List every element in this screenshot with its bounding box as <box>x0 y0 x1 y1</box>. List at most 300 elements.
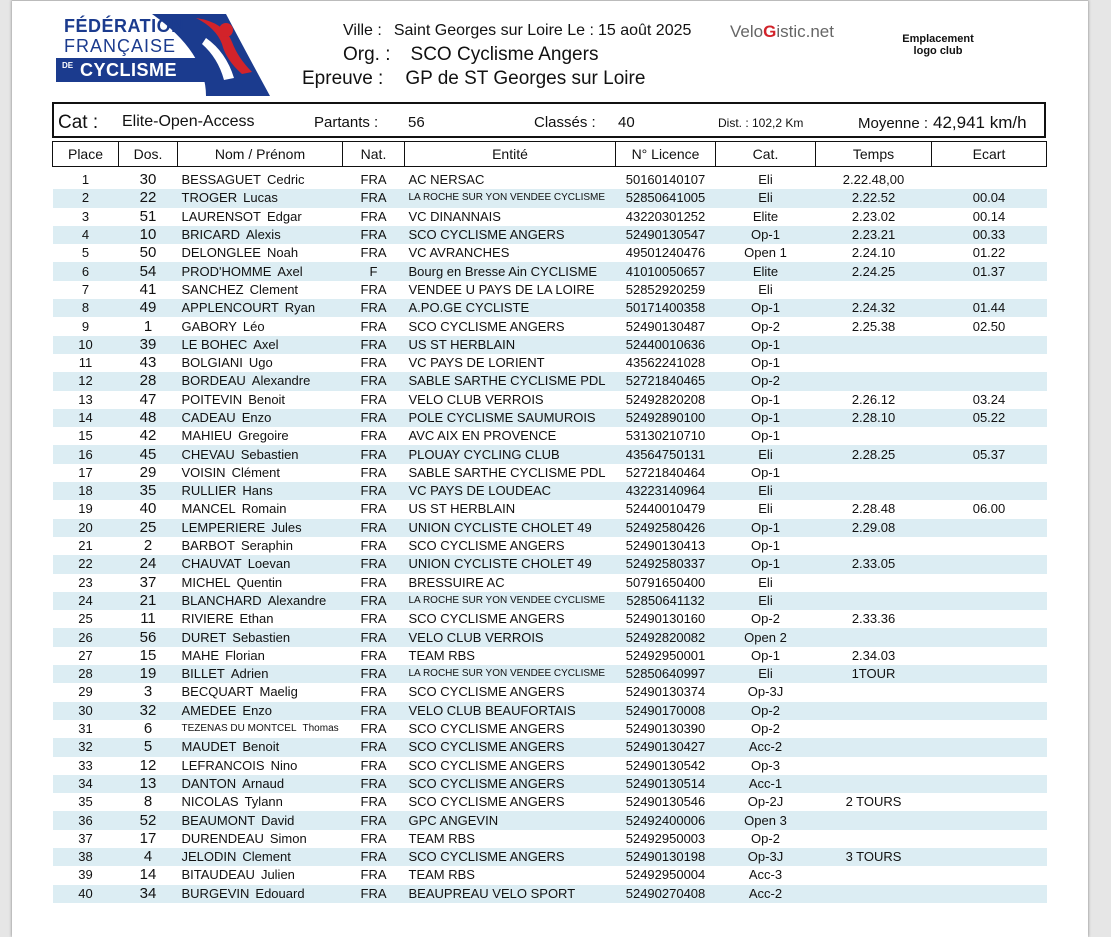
rider-licence: 52492820208 <box>616 391 716 409</box>
rider-category: Eli <box>716 281 816 299</box>
rider-name <box>178 500 343 518</box>
rider-firstname: David <box>261 812 295 828</box>
rider-licence: 52490130198 <box>616 848 716 866</box>
table-row <box>53 482 1047 500</box>
rider-dossard: 37 <box>119 574 178 592</box>
moyenne-value: 42,941 km/h <box>933 113 1027 132</box>
rider-place: 31 <box>53 720 119 738</box>
rider-gap: 01.37 <box>932 262 1047 280</box>
rider-place: 37 <box>53 830 119 848</box>
rider-place: 25 <box>53 610 119 628</box>
rider-lastname: BLANCHARD <box>181 592 262 608</box>
rider-nationality: FRA <box>343 830 405 848</box>
rider-place: 2 <box>53 189 119 207</box>
rider-entite: AC NERSAC <box>405 171 616 189</box>
rider-firstname: Adrien <box>230 666 269 682</box>
rider-licence: 53130210710 <box>616 427 716 445</box>
partants-value: 56 <box>408 114 425 131</box>
rider-gap <box>932 336 1047 354</box>
rider-entite: VC DINANNAIS <box>405 208 616 226</box>
rider-nationality: FRA <box>343 665 405 683</box>
rider-name <box>178 830 343 848</box>
rider-nationality: FRA <box>343 208 405 226</box>
rider-entite: Bourg en Bresse Ain CYCLISME <box>405 262 616 280</box>
rider-category: Eli <box>716 189 816 207</box>
rider-place: 11 <box>53 354 119 372</box>
epreuve-value: GP de ST Georges sur Loire <box>405 68 646 89</box>
table-row <box>53 226 1047 244</box>
rider-place: 22 <box>53 555 119 573</box>
rider-category: Eli <box>716 500 816 518</box>
table-row <box>53 445 1047 463</box>
rider-nationality: FRA <box>343 372 405 390</box>
rider-nationality: FRA <box>343 391 405 409</box>
rider-dossard: 32 <box>119 702 178 720</box>
rider-time: 2.33.36 <box>816 610 932 628</box>
rider-name <box>178 647 343 665</box>
rider-dossard: 39 <box>119 336 178 354</box>
table-row <box>53 702 1047 720</box>
rider-entite: SCO CYCLISME ANGERS <box>405 738 616 756</box>
moyenne-label: Moyenne : <box>858 115 929 132</box>
rider-lastname: MAHE <box>181 647 220 663</box>
rider-nationality: FRA <box>343 354 405 372</box>
rider-category: Op-1 <box>716 519 816 537</box>
rider-gap <box>932 647 1047 665</box>
ffc-logo <box>56 12 276 98</box>
rider-entite: SCO CYCLISME ANGERS <box>405 537 616 555</box>
rider-dossard: 47 <box>119 391 178 409</box>
rider-entite: LA ROCHE SUR YON VENDEE CYCLISME <box>405 592 616 610</box>
rider-licence: 52490130374 <box>616 683 716 701</box>
rider-licence: 52492580337 <box>616 555 716 573</box>
rider-firstname: Alexandre <box>251 373 311 389</box>
rider-lastname: LE BOHEC <box>181 336 248 352</box>
rider-time <box>816 372 932 390</box>
rider-gap: 00.04 <box>932 189 1047 207</box>
rider-firstname: Benoit <box>248 391 286 407</box>
rider-licence: 52850641132 <box>616 592 716 610</box>
rider-licence: 43223140964 <box>616 482 716 500</box>
cat-value: Elite-Open-Access <box>122 113 255 130</box>
rider-entite: UNION CYCLISTE CHOLET 49 <box>405 519 616 537</box>
rider-firstname: Clement <box>242 849 291 865</box>
rider-gap: 05.22 <box>932 409 1047 427</box>
rider-firstname: Ethan <box>239 611 274 627</box>
results-body <box>53 167 1047 903</box>
rider-time: 2.24.32 <box>816 299 932 317</box>
rider-entite: GPC ANGEVIN <box>405 811 616 829</box>
rider-time: 2.33.05 <box>816 555 932 573</box>
rider-name <box>178 391 343 409</box>
rider-category: Op-2 <box>716 830 816 848</box>
rider-entite: BRESSUIRE AC <box>405 574 616 592</box>
rider-licence: 52850640997 <box>616 665 716 683</box>
rider-lastname: SANCHEZ <box>181 281 244 297</box>
rider-licence: 52492950003 <box>616 830 716 848</box>
rider-dossard: 29 <box>119 464 178 482</box>
rider-category: Eli <box>716 665 816 683</box>
rider-dossard: 51 <box>119 208 178 226</box>
rider-name <box>178 317 343 335</box>
rider-gap <box>932 281 1047 299</box>
rider-licence: 52492890100 <box>616 409 716 427</box>
rider-time <box>816 537 932 555</box>
rider-lastname: BILLET <box>181 666 225 682</box>
rider-firstname: Ryan <box>284 300 316 316</box>
rider-firstname: Enzo <box>241 410 272 425</box>
table-row <box>53 665 1047 683</box>
rider-place: 19 <box>53 500 119 518</box>
rider-time: 2.23.02 <box>816 208 932 226</box>
rider-place: 28 <box>53 665 119 683</box>
rider-category: Op-2 <box>716 372 816 390</box>
rider-name <box>178 720 343 738</box>
rider-time <box>816 427 932 445</box>
rider-time: 2.28.48 <box>816 500 932 518</box>
rider-licence: 52492950004 <box>616 866 716 884</box>
rider-dossard: 56 <box>119 628 178 646</box>
table-row <box>53 738 1047 756</box>
rider-licence: 52721840465 <box>616 372 716 390</box>
rider-gap: 05.37 <box>932 445 1047 463</box>
rider-firstname: Alexis <box>246 227 281 243</box>
table-row <box>53 757 1047 775</box>
header-org <box>343 44 598 66</box>
table-row <box>53 775 1047 793</box>
rider-gap <box>932 738 1047 756</box>
rider-time <box>816 702 932 720</box>
rider-time: 2.24.25 <box>816 262 932 280</box>
rider-entite: SCO CYCLISME ANGERS <box>405 683 616 701</box>
table-row <box>53 262 1047 280</box>
table-row <box>53 866 1047 884</box>
rider-name <box>178 628 343 646</box>
rider-category: Op-1 <box>716 464 816 482</box>
rider-time <box>816 811 932 829</box>
rider-lastname: LAURENSOT <box>181 208 261 224</box>
rider-entite: POLE CYCLISME SAUMUROIS <box>405 409 616 427</box>
rider-lastname: MAHIEU <box>181 428 233 444</box>
rider-firstname: Seraphin <box>240 538 294 554</box>
rider-place: 6 <box>53 262 119 280</box>
club-logo-placeholder: Emplacement logo club <box>902 33 974 57</box>
rider-dossard: 21 <box>119 592 178 610</box>
distance: Dist. : 102,2 Km <box>718 116 804 130</box>
rider-name <box>178 336 343 354</box>
table-row <box>53 464 1047 482</box>
rider-name <box>178 702 343 720</box>
rider-place: 27 <box>53 647 119 665</box>
rider-dossard: 35 <box>119 482 178 500</box>
rider-dossard: 4 <box>119 848 178 866</box>
rider-nationality: FRA <box>343 226 405 244</box>
rider-category: Op-1 <box>716 391 816 409</box>
rider-firstname: Hans <box>242 483 273 499</box>
rider-lastname: BORDEAU <box>181 373 246 389</box>
rider-place: 16 <box>53 445 119 463</box>
rider-name <box>178 281 343 299</box>
rider-time <box>816 592 932 610</box>
table-row <box>53 555 1047 573</box>
table-row <box>53 189 1047 207</box>
rider-dossard: 10 <box>119 226 178 244</box>
rider-place: 18 <box>53 482 119 500</box>
header-ville <box>343 22 691 40</box>
rider-category: Op-2J <box>716 793 816 811</box>
rider-licence: 52850641005 <box>616 189 716 207</box>
rider-place: 4 <box>53 226 119 244</box>
rider-firstname: Gregoire <box>238 428 289 444</box>
rider-entite: SCO CYCLISME ANGERS <box>405 720 616 738</box>
rider-entite: VELO CLUB BEAUFORTAIS <box>405 702 616 720</box>
rider-gap <box>932 757 1047 775</box>
rider-nationality: FRA <box>343 610 405 628</box>
rider-category: Acc-2 <box>716 885 816 903</box>
rider-licence: 43220301252 <box>616 208 716 226</box>
rider-time: 2.34.03 <box>816 647 932 665</box>
rider-nationality: FRA <box>343 445 405 463</box>
rider-name <box>178 683 343 701</box>
table-row <box>53 391 1047 409</box>
rider-place: 5 <box>53 244 119 262</box>
rider-licence: 52492400006 <box>616 811 716 829</box>
rider-time <box>816 775 932 793</box>
logo-text-federation: FÉDÉRATION <box>64 16 185 36</box>
rider-dossard: 34 <box>119 885 178 903</box>
race-summary-box <box>52 102 1046 138</box>
rider-firstname: Axel <box>277 263 303 279</box>
rider-firstname: Simon <box>269 830 307 846</box>
rider-dossard: 5 <box>119 738 178 756</box>
rider-name <box>178 574 343 592</box>
rider-place: 36 <box>53 811 119 829</box>
rider-place: 3 <box>53 208 119 226</box>
rider-place: 33 <box>53 757 119 775</box>
date-value: 15 août 2025 <box>597 22 692 39</box>
rider-nationality: FRA <box>343 537 405 555</box>
table-row <box>53 811 1047 829</box>
rider-lastname: JELODIN <box>181 849 237 865</box>
rider-dossard: 43 <box>119 354 178 372</box>
date-label: Le : <box>567 22 594 39</box>
rider-licence: 43562241028 <box>616 354 716 372</box>
table-row <box>53 281 1047 299</box>
rider-licence: 52490130514 <box>616 775 716 793</box>
rider-lastname: DURENDEAU <box>181 830 264 846</box>
rider-gap: 00.14 <box>932 208 1047 226</box>
rider-entite: SCO CYCLISME ANGERS <box>405 757 616 775</box>
logo-text-cyclisme: CYCLISME <box>80 60 178 80</box>
org-value: SCO Cyclisme Angers <box>410 44 599 65</box>
rider-gap <box>932 885 1047 903</box>
rider-place: 34 <box>53 775 119 793</box>
rider-lastname: RIVIERE <box>181 611 234 627</box>
rider-category: Op-1 <box>716 336 816 354</box>
rider-gap <box>932 482 1047 500</box>
rider-gap: 03.24 <box>932 391 1047 409</box>
rider-category: Op-3J <box>716 848 816 866</box>
table-row <box>53 336 1047 354</box>
rider-place: 14 <box>53 409 119 427</box>
rider-nationality: FRA <box>343 647 405 665</box>
table-row <box>53 610 1047 628</box>
rider-gap <box>932 574 1047 592</box>
rider-name <box>178 354 343 372</box>
table-row <box>53 519 1047 537</box>
rider-dossard: 52 <box>119 811 178 829</box>
rider-name <box>178 665 343 683</box>
rider-lastname: BECQUART <box>181 684 254 700</box>
rider-time <box>816 830 932 848</box>
rider-gap: 01.22 <box>932 244 1047 262</box>
epreuve-label: Epreuve : <box>302 68 384 89</box>
rider-dossard: 50 <box>119 244 178 262</box>
rider-dossard: 54 <box>119 262 178 280</box>
rider-lastname: BURGEVIN <box>181 885 250 901</box>
rider-time <box>816 574 932 592</box>
rider-place: 24 <box>53 592 119 610</box>
rider-place: 8 <box>53 299 119 317</box>
rider-category: Op-2 <box>716 317 816 335</box>
rider-entite: VC PAYS DE LORIENT <box>405 354 616 372</box>
table-row <box>53 683 1047 701</box>
rider-entite: VELO CLUB VERROIS <box>405 628 616 646</box>
rider-dossard: 13 <box>119 775 178 793</box>
rider-licence: 52490170008 <box>616 702 716 720</box>
rider-nationality: FRA <box>343 244 405 262</box>
rider-lastname: BEAUMONT <box>181 812 256 828</box>
rider-nationality: FRA <box>343 409 405 427</box>
rider-gap <box>932 830 1047 848</box>
col-entite: Entité <box>405 142 616 167</box>
rider-name <box>178 409 343 427</box>
rider-gap <box>932 775 1047 793</box>
rider-entite: SCO CYCLISME ANGERS <box>405 775 616 793</box>
rider-gap <box>932 372 1047 390</box>
rider-name <box>178 189 343 207</box>
rider-firstname: Cedric <box>266 172 305 188</box>
rider-firstname: Clement <box>249 281 299 297</box>
rider-dossard: 42 <box>119 427 178 445</box>
col-place: Place <box>53 142 119 167</box>
rider-lastname: CADEAU <box>181 410 236 425</box>
rider-gap <box>932 665 1047 683</box>
rider-nationality: FRA <box>343 702 405 720</box>
rider-gap <box>932 811 1047 829</box>
rider-time <box>816 628 932 646</box>
rider-time: 2.26.12 <box>816 391 932 409</box>
table-row <box>53 647 1047 665</box>
rider-name <box>178 171 343 189</box>
rider-lastname: MAUDET <box>181 739 237 755</box>
table-row <box>53 299 1047 317</box>
rider-category: Acc-1 <box>716 775 816 793</box>
rider-entite: TEAM RBS <box>405 647 616 665</box>
rider-category: Op-1 <box>716 555 816 573</box>
rider-name <box>178 299 343 317</box>
rider-entite: LA ROCHE SUR YON VENDEE CYCLISME <box>405 665 616 683</box>
rider-dossard: 30 <box>119 171 178 189</box>
rider-name <box>178 592 343 610</box>
rider-category: Op-1 <box>716 226 816 244</box>
rider-category: Acc-3 <box>716 866 816 884</box>
table-row <box>53 537 1047 555</box>
rider-firstname: Clément <box>231 464 280 480</box>
rider-firstname: Sebastien <box>240 446 299 462</box>
table-row <box>53 793 1047 811</box>
rider-nationality: FRA <box>343 628 405 646</box>
results-table <box>52 141 1047 903</box>
rider-gap <box>932 464 1047 482</box>
col-temps: Temps <box>816 142 932 167</box>
rider-gap <box>932 519 1047 537</box>
rider-time <box>816 482 932 500</box>
rider-firstname: Maelig <box>259 684 298 700</box>
rider-category: Op-2 <box>716 610 816 628</box>
rider-gap <box>932 537 1047 555</box>
rider-time: 2 TOURS <box>816 793 932 811</box>
rider-category: Op-3 <box>716 757 816 775</box>
rider-time: 2.22.48,00 <box>816 171 932 189</box>
table-row <box>53 848 1047 866</box>
rider-firstname: Quentin <box>236 574 283 590</box>
rider-time <box>816 281 932 299</box>
rider-gap <box>932 720 1047 738</box>
page-top-border <box>12 0 1088 1</box>
rider-lastname: PROD'HOMME <box>181 263 272 279</box>
results-header-row <box>53 142 1047 167</box>
rider-entite: SCO CYCLISME ANGERS <box>405 793 616 811</box>
rider-category: Op-1 <box>716 537 816 555</box>
col-nat: Nat. <box>343 142 405 167</box>
rider-nationality: FRA <box>343 500 405 518</box>
rider-nationality: FRA <box>343 171 405 189</box>
partants-label: Partants : <box>314 114 379 131</box>
rider-firstname: Lucas <box>243 190 278 206</box>
rider-entite: AVC AIX EN PROVENCE <box>405 427 616 445</box>
rider-dossard: 6 <box>119 720 178 738</box>
rider-entite: US ST HERBLAIN <box>405 336 616 354</box>
table-row <box>53 885 1047 903</box>
rider-dossard: 2 <box>119 537 178 555</box>
rider-lastname: NICOLAS <box>181 794 239 810</box>
rider-name <box>178 757 343 775</box>
rider-place: 7 <box>53 281 119 299</box>
rider-time <box>816 336 932 354</box>
rider-dossard: 40 <box>119 500 178 518</box>
rider-lastname: AMEDEE <box>181 702 237 718</box>
rider-category: Elite <box>716 208 816 226</box>
rider-time <box>816 885 932 903</box>
rider-nationality: FRA <box>343 866 405 884</box>
table-row <box>53 372 1047 390</box>
rider-nationality: FRA <box>343 793 405 811</box>
rider-licence: 52490130547 <box>616 226 716 244</box>
rider-lastname: DANTON <box>181 775 237 791</box>
rider-time <box>816 757 932 775</box>
rider-name <box>178 610 343 628</box>
rider-nationality: FRA <box>343 555 405 573</box>
rider-time: 1TOUR <box>816 665 932 683</box>
rider-entite: SCO CYCLISME ANGERS <box>405 848 616 866</box>
rider-licence: 52492950001 <box>616 647 716 665</box>
rider-gap: 06.00 <box>932 500 1047 518</box>
rider-place: 30 <box>53 702 119 720</box>
rider-dossard: 15 <box>119 647 178 665</box>
rider-place: 29 <box>53 683 119 701</box>
rider-category: Eli <box>716 592 816 610</box>
